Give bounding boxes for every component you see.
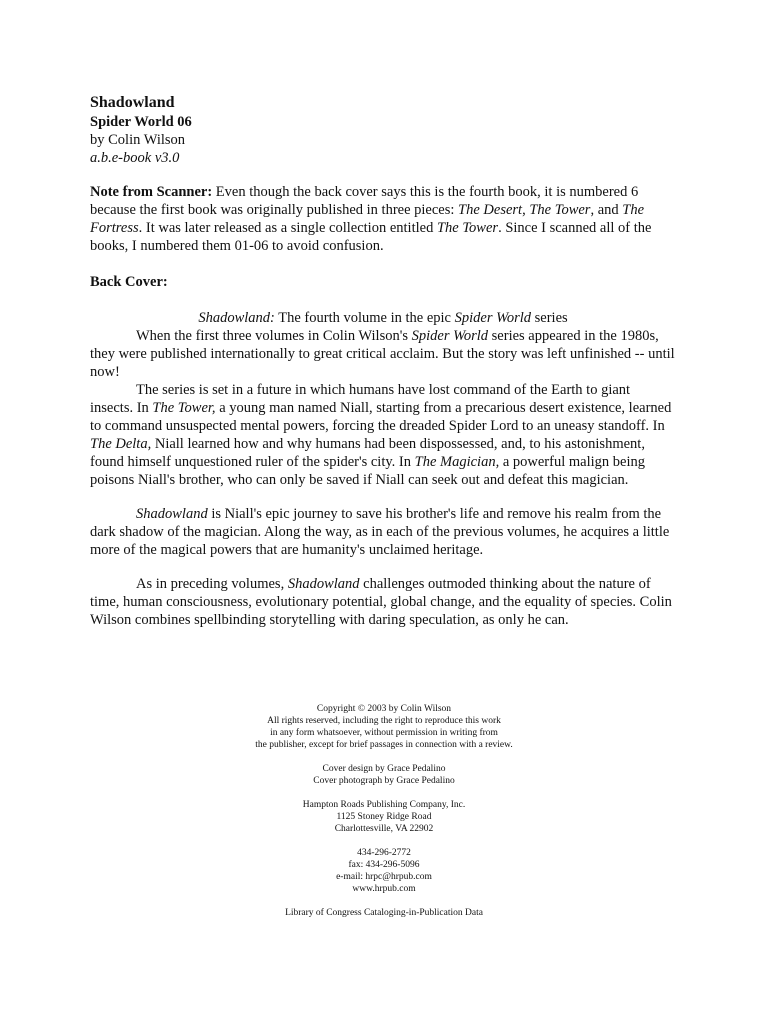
rights-line: in any form whatsoever, without permission in writing from [270, 728, 498, 738]
note-text: . Since I scanned all of the books, I numbered them 01-06 to avoid confusion. [90, 220, 652, 254]
website-url: www.hrpub.com [352, 884, 416, 894]
tagline-text: series [531, 310, 568, 326]
paragraph-text: challenges outmoded thinking about the nature of time, human consciousness, evolutionary potential, global change, and the equality of species. Colin Wilson combines spellbinding storytelling with daring speculation, as only he can. [90, 576, 672, 628]
cover-photo-credit: Cover photograph by Grace Pedalino [313, 776, 455, 786]
note-label: Note from Scanner: [90, 184, 213, 200]
note-text: . It was later released as a single collection entitled [138, 220, 437, 236]
paragraph-text: series appeared in the 1980s, they were published internationally to great critical acclaim. But the story was left unfinished -- until now! [90, 328, 675, 380]
rights-line: All rights reserved, including the right to reproduce this work [267, 716, 501, 726]
paragraph-title-ref: Shadowland [287, 576, 360, 592]
paragraph-text: Niall learned how and why humans had been dispossessed, and, to his astonishment, found himself unquestioned ruler of the spider's city. In [90, 436, 645, 470]
paragraph-text: When the first three volumes in Colin Wilson's [136, 328, 412, 344]
tagline-series: Spider World [454, 310, 532, 326]
contact-block [0, 847, 768, 895]
note-title-ref: The Fortress [90, 202, 645, 236]
cataloging-line: Library of Congress Cataloging-in-Publication Data [285, 908, 483, 918]
publisher-city: Charlottesville, VA 22902 [334, 824, 434, 834]
paragraph-text: a powerful malign being poisons Niall's brother, who can only be saved if Niall can seek out and defeat this magician. [90, 454, 645, 488]
paragraph-title-ref: The Tower, [152, 400, 216, 416]
publisher-street: 1125 Stoney Ridge Road [336, 812, 432, 822]
back-cover-paragraph-1 [90, 327, 676, 381]
tagline-text: The fourth volume in the epic [274, 310, 455, 326]
publisher-block [0, 799, 768, 835]
phone-number: 434-296-2772 [357, 848, 411, 858]
book-title: Shadowland [90, 94, 175, 111]
paragraph-title-ref: The Magician, [414, 454, 500, 470]
series-name: Spider World 06 [90, 114, 192, 130]
version-line: a.b.e-book v3.0 [90, 150, 180, 166]
note-title-ref: The Tower [436, 220, 499, 236]
cover-design-credit: Cover design by Grace Pedalino [322, 764, 446, 774]
back-cover-paragraph-3 [90, 505, 676, 559]
paragraph-text: As in preceding volumes, [136, 576, 288, 592]
rights-line: the publisher, except for brief passages in connection with a review. [255, 740, 513, 750]
email-address: e-mail: hrpc@hrpub.com [336, 872, 432, 882]
copyright-section [0, 703, 768, 931]
copyright-line: Copyright © 2003 by Colin Wilson [316, 704, 452, 714]
note-text: , [522, 202, 530, 218]
back-cover-heading: Back Cover: [90, 274, 168, 290]
paragraph-title-ref: The Delta, [90, 436, 152, 452]
note-title-ref: The Desert [458, 202, 523, 218]
note-title-ref: The Tower [529, 202, 591, 218]
note-text: Even though the back cover says this is the fourth book, it is numbered 6 because the first book was originally published in three pieces: [90, 184, 639, 218]
publisher-name: Hampton Roads Publishing Company, Inc. [302, 800, 466, 810]
fax-number: fax: 434-296-5096 [348, 860, 420, 870]
document-page [90, 93, 676, 629]
paragraph-text: a young man named Niall, starting from a precarious desert existence, learned to command unsuspected mental powers, forcing the dreaded Spider Lord to an uneasy standoff. In [90, 400, 672, 434]
back-cover-tagline [90, 309, 676, 327]
scanner-note [90, 183, 676, 255]
paragraph-title-ref: Shadowland [136, 506, 208, 522]
back-cover-paragraph-4 [90, 575, 676, 629]
copyright-block [0, 703, 768, 751]
note-text: , and [590, 202, 623, 218]
cataloging-block [0, 907, 768, 919]
tagline-title: Shadowland: [198, 310, 275, 326]
cover-credits-block [0, 763, 768, 787]
paragraph-text: is Niall's epic journey to save his brother's life and remove his realm from the dark shadow of the magician. Along the way, as in each of the previous volumes, he acquires a little more of the magical powers that are humanity's unclaimed heritage. [90, 506, 670, 558]
author-line: by Colin Wilson [90, 132, 186, 148]
back-cover-paragraph-2 [90, 381, 676, 489]
paragraph-title-ref: Spider World [411, 328, 489, 344]
paragraph-text: The series is set in a future in which humans have lost command of the Earth to giant insects. In [90, 382, 631, 416]
